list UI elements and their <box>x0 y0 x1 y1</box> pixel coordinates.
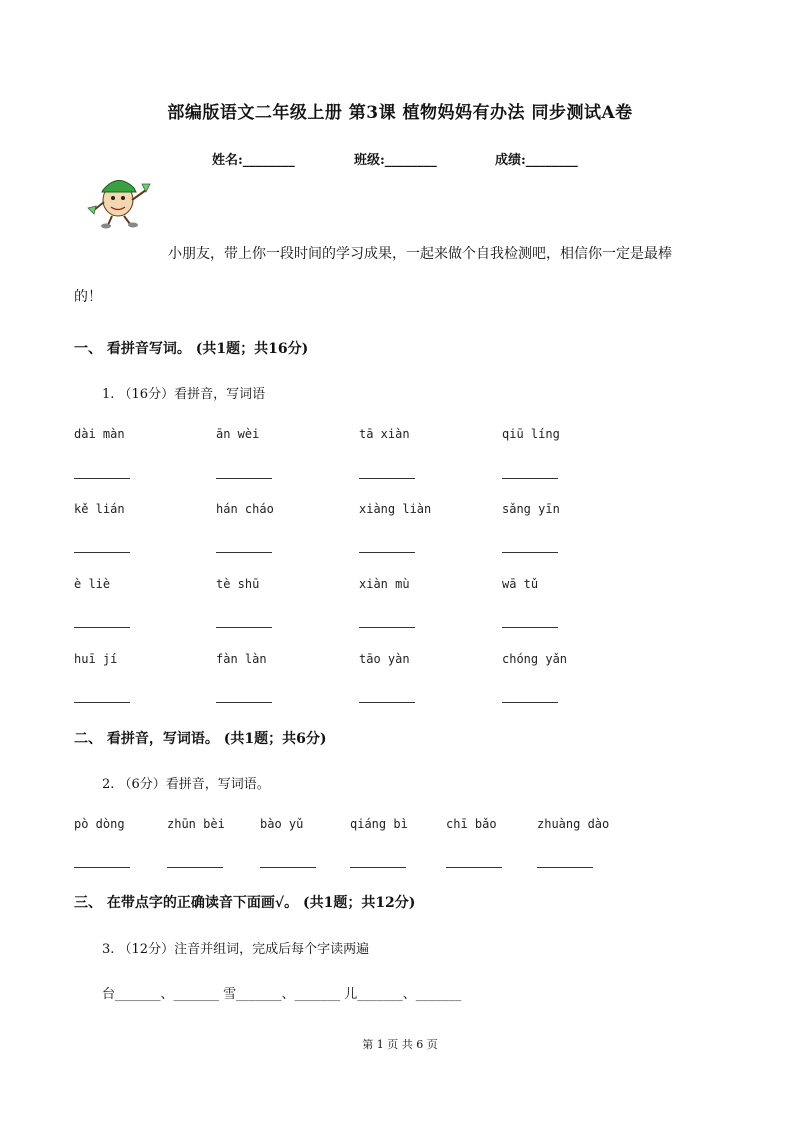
pinyin-item: tāo yàn <box>359 652 410 666</box>
pinyin-item: kě lián <box>74 502 125 516</box>
intro-text-line2: 的！ <box>74 289 102 305</box>
page-title: 部编版语文二年级上册 第3课 植物妈妈有办法 同步测试A卷 <box>167 103 633 123</box>
class-field: 班级:________ <box>354 153 437 168</box>
pinyin-item: zhūn bèi <box>167 817 225 831</box>
fill-in-line[interactable]: 台_______、_______ 雪_______、_______ 儿_______、_______ <box>102 987 462 1002</box>
pinyin-item: chī bǎo <box>446 817 497 831</box>
question-3: 3. （12分）注音并组词，完成后每个字读两遍 <box>102 942 370 957</box>
answer-blank[interactable] <box>74 702 130 703</box>
pinyin-item: hán cháo <box>216 502 274 516</box>
answer-blank[interactable] <box>216 702 272 703</box>
page-footer: 第 1 页 共 6 页 <box>362 1038 438 1051</box>
answer-blank[interactable] <box>74 867 130 868</box>
answer-blank[interactable] <box>446 867 502 868</box>
question-2: 2. （6分）看拼音，写词语。 <box>102 777 270 792</box>
answer-blank[interactable] <box>359 478 415 479</box>
answer-blank[interactable] <box>167 867 223 868</box>
question-1: 1. （16分）看拼音，写词语 <box>102 387 266 402</box>
section-heading-2: 二、 看拼音，写词语。 (共1题；共6分) <box>74 731 327 747</box>
pinyin-item: sǎng yīn <box>502 502 560 516</box>
pinyin-item: tè shū <box>216 577 260 591</box>
section-heading-3: 三、 在带点字的正确读音下面画√。 (共1题；共12分) <box>74 895 416 911</box>
pinyin-item: zhuàng dào <box>537 817 610 831</box>
answer-blank[interactable] <box>350 867 406 868</box>
pinyin-item: fàn làn <box>216 652 267 666</box>
answer-blank[interactable] <box>359 702 415 703</box>
answer-blank[interactable] <box>502 702 558 703</box>
answer-blank[interactable] <box>216 552 272 553</box>
pinyin-item: bào yǔ <box>260 817 304 831</box>
pinyin-item: tā xiàn <box>359 427 410 441</box>
score-field: 成绩:________ <box>495 153 578 168</box>
answer-blank[interactable] <box>216 627 272 628</box>
answer-blank[interactable] <box>74 478 130 479</box>
answer-blank[interactable] <box>260 867 316 868</box>
pinyin-item: xiàn mù <box>359 577 410 591</box>
answer-blank[interactable] <box>216 478 272 479</box>
pinyin-item: è liè <box>74 577 111 591</box>
answer-blank[interactable] <box>502 478 558 479</box>
answer-blank[interactable] <box>359 627 415 628</box>
pinyin-item: huī jí <box>74 652 118 666</box>
cartoon-boy-icon <box>86 170 156 230</box>
intro-text-line1: 小朋友，带上你一段时间的学习成果，一起来做个自我检测吧，相信你一定是最棒 <box>168 246 672 262</box>
answer-blank[interactable] <box>359 552 415 553</box>
section-heading-1: 一、 看拼音写词。 (共1题；共16分) <box>74 341 309 357</box>
answer-blank[interactable] <box>502 627 558 628</box>
pinyin-item: qiū líng <box>502 427 560 441</box>
pinyin-item: ān wèi <box>216 427 260 441</box>
pinyin-item: qiáng bì <box>350 817 408 831</box>
answer-blank[interactable] <box>537 867 593 868</box>
pinyin-item: pò dòng <box>74 817 125 831</box>
answer-blank[interactable] <box>74 627 130 628</box>
answer-blank[interactable] <box>74 552 130 553</box>
pinyin-item: chóng yǎn <box>502 652 568 666</box>
pinyin-item: dài màn <box>74 427 125 441</box>
pinyin-item: xiàng liàn <box>359 502 432 516</box>
name-field: 姓名:________ <box>212 153 295 168</box>
pinyin-item: wā tǔ <box>502 577 539 591</box>
answer-blank[interactable] <box>502 552 558 553</box>
